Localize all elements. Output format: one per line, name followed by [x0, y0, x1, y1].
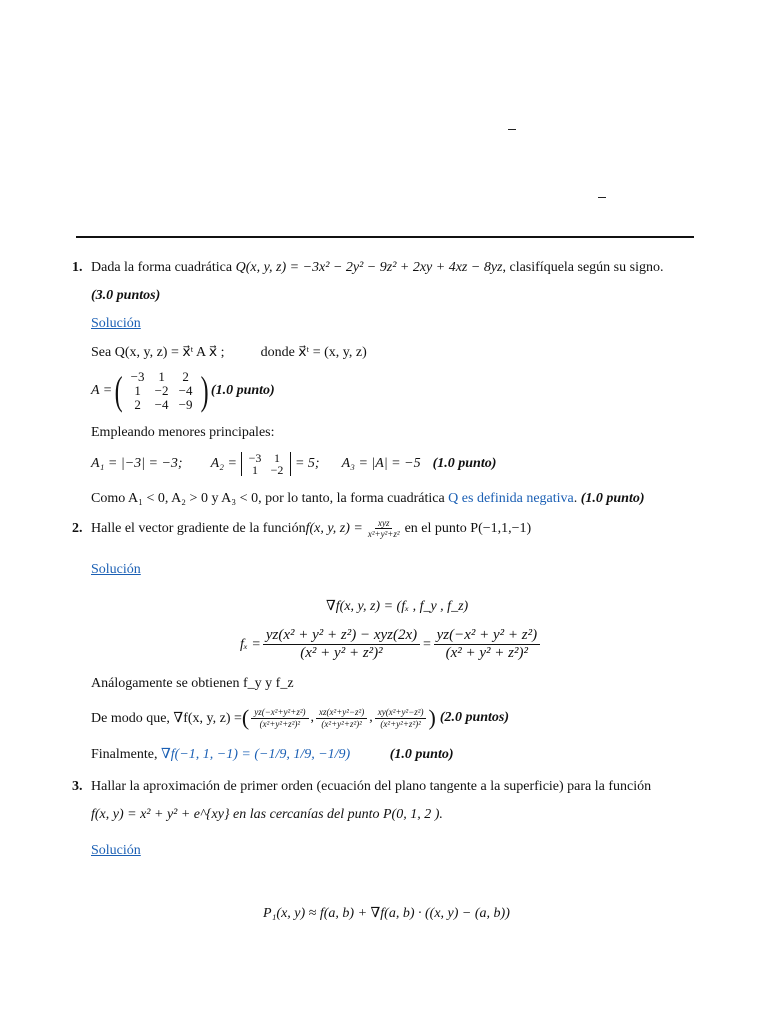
p1-matrix-row	[91, 370, 275, 412]
p2-solution-link[interactable]: Solución	[91, 562, 141, 577]
minors-points: (1.0 punto)	[432, 456, 497, 471]
matrix-cell: 2	[134, 397, 141, 412]
det-cell: 1	[251, 463, 258, 477]
matrix-cell: −9	[178, 397, 193, 412]
matrix-cell: −4	[178, 383, 193, 398]
minor-a1: A₁ = |−3| = −3;	[91, 456, 183, 471]
matrix-points: (1.0 punto)	[210, 383, 275, 398]
header-dash-1	[508, 129, 516, 130]
p3-number: 3.	[72, 779, 83, 794]
p1-minors-intro: Empleando menores principales:	[91, 425, 275, 440]
minor-a2-det	[241, 452, 291, 476]
p2-fx: fₓ = $\frac{\text{yz(x² + y² + z²) − xyz(2x)}}{\text{(x² + y² + z²)²}}$ = $\frac{\text{yz(−x² + y² + z²)}}{\text{(x² + y² + z²)²}}$	[240, 627, 542, 663]
p3-statement-1: Hallar la aproximación de primer orden (ecuación del plano tangente a la superficie) para la función	[91, 779, 652, 794]
p2-analog: Análogamente se obtienen f_y y f_z	[91, 676, 294, 691]
p2-statement: Halle el vector gradiente de la función f(x, y, z) = $\frac{\text{xyz}}{\text{x²+y²+z²}}$ en el punto P(−1,1,−1)	[91, 518, 532, 540]
minor-a2-label: A₂ =	[210, 456, 237, 471]
matrix-cell: 1	[158, 369, 165, 384]
header-rule	[76, 236, 694, 238]
p1-minors	[91, 452, 496, 476]
det-cell: −2	[270, 463, 284, 477]
p1-statement: Dada la forma cuadrática Q(x, y, z) = −3x² − 2y² − 9z² + 2xy + 4xz − 8yz, clasifíquela según su signo.	[91, 260, 664, 275]
final-gradient-value: ∇f(−1, 1, −1) = (−1/9, 1/9, −1/9)	[161, 747, 351, 762]
matrix-cell: −2	[154, 383, 169, 398]
p1-sea: Sea Q(x, y, z) = x⃗ᵗ A x⃗ ; donde x⃗ᵗ = (x, y, z)	[91, 345, 367, 360]
p1-points: (3.0 puntos)	[91, 288, 161, 303]
p3-solution-link[interactable]: Solución	[91, 843, 141, 858]
minor-a3: A₃ = |A| = −5	[341, 456, 421, 471]
p1-solution-link[interactable]: Solución	[91, 316, 141, 331]
matrix-label: A =	[91, 383, 113, 398]
conclusion-highlight: Q es definida negativa	[448, 491, 574, 506]
minor-a2-value: = 5;	[294, 456, 320, 471]
matrix-cell: −3	[130, 369, 145, 384]
p2-demodo: De modo que, ∇f(x, y, z) = ( $\frac{\text{yz(−x²+y²+z²)}}{\text{(x²+y²+z²)²}}$ , $\frac{\text{xz(x²+y²−z²)}}{\text{(x²+y²+z²)²}}$ , $\frac{\text{xy(x²+y²−z²)}}{\text{(x²+y²+z²)²}}$ ) (2.0 puntos)	[91, 705, 510, 730]
matrix-cell: −4	[154, 397, 169, 412]
p2-final: Finalmente, ∇f(−1, 1, −1) = (−1/9, 1/9, −1/9) (1.0 punto)	[91, 747, 454, 762]
p2-grad-def: ∇f(x, y, z) = (fₓ , f_y , f_z)	[326, 599, 469, 614]
matrix-cell: 2	[182, 369, 189, 384]
p3-formula: P₁(x, y) ≈ f(a, b) + ∇f(a, b) · ((x, y) − (a, b))	[263, 906, 510, 921]
det-cell: 1	[273, 451, 280, 465]
p1-conclusion: Como A₁ < 0, A₂ > 0 y A₃ < 0, por lo tanto, la forma cuadrática Q es definida negativa. (1.0 punto)	[91, 491, 645, 506]
header-dash-2	[598, 197, 606, 198]
matrix-cell: 1	[134, 383, 141, 398]
p1-number: 1.	[72, 260, 83, 275]
matrix-a: ( −3 1 2 1 −2 −4 2 −4 −9 )	[114, 368, 209, 413]
det-cell: −3	[248, 451, 262, 465]
p3-statement-2: f(x, y) = x² + y² + e^{xy} en las cercanías del punto P(0, 1, 2 ).	[91, 807, 443, 822]
p2-number: 2.	[72, 521, 83, 536]
